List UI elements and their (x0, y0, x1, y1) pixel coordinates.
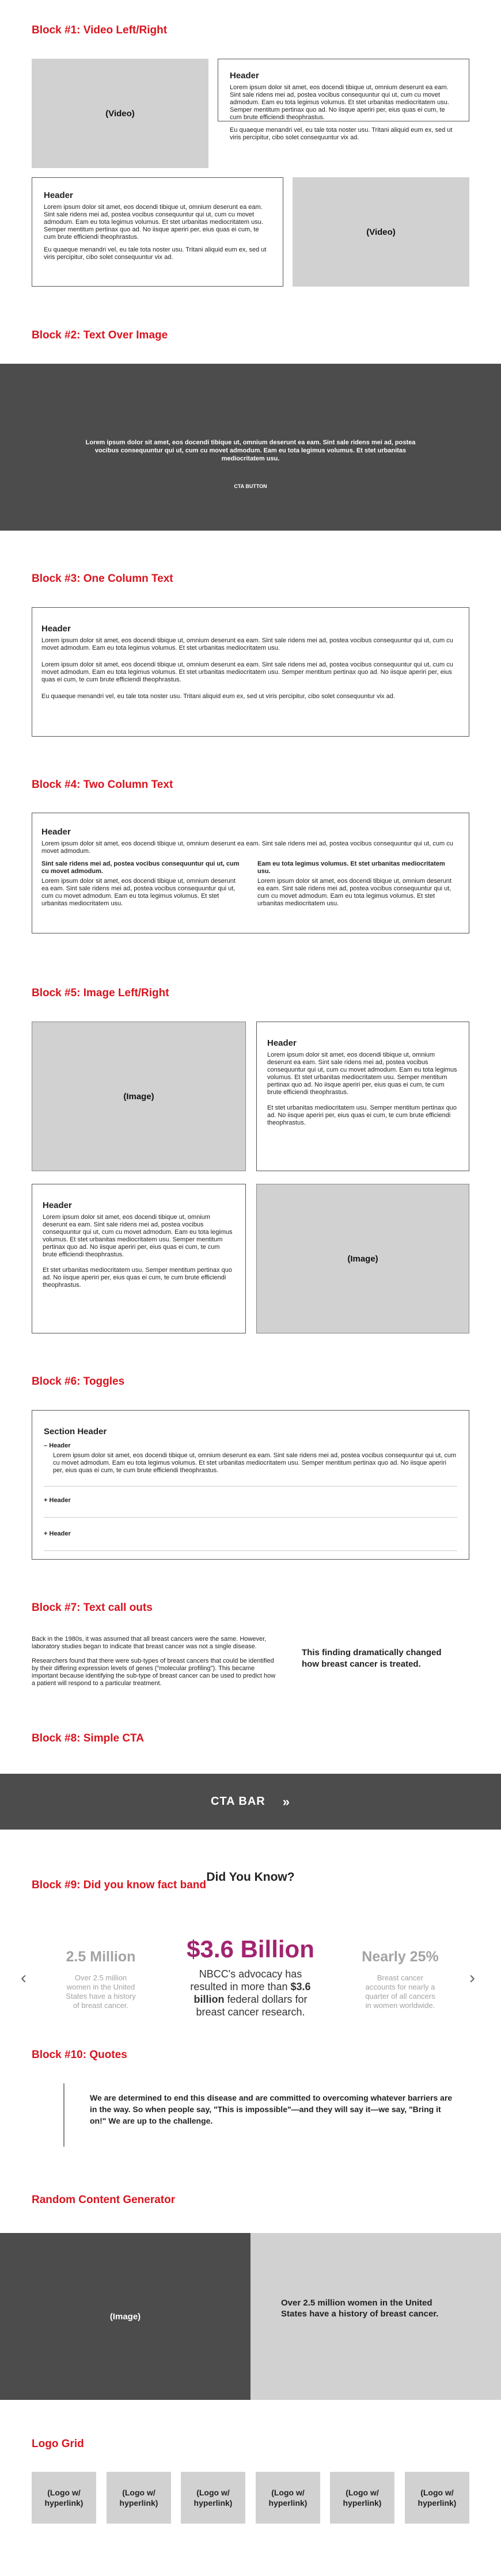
block-10-title: Block #10: Quotes (32, 2049, 127, 2061)
right-text: Lorem ipsum dolor sit amet, eos docendi tibique ut, omnium deserunt ea eam. Sint sale ridens mei ad, postea vocibus consequuntur qui ut, cum cu movet admodum. Eam eu tota legimus volumus. Et stet urbanitas mediocritatem usu. (257, 878, 451, 907)
image-label: (Image) (109, 2311, 141, 2322)
quote-block (63, 2083, 455, 2147)
right-bold-text: Eam eu tota legimus volumus. Et stet urbanitas mediocritatem usu. (257, 860, 445, 875)
chevron-left-icon[interactable]: ‹ (21, 1968, 26, 1987)
fact-center-number: $3.6 Billion (187, 1935, 314, 1963)
cta-button[interactable]: CTA BUTTON (234, 483, 267, 489)
toggle-item[interactable] (44, 1442, 457, 1487)
image-card-right (256, 1022, 469, 1171)
paragraph-2: Et stet urbanitas mediocritatem usu. Semper mentitum pertinax quo ad. No iisque aperiri per, eius quas ei cum, te cum brute efficiendi theophrastus. (267, 1104, 457, 1126)
callout-body (32, 1636, 276, 1693)
card-text-2: Eu quaeque menandri vel, eu tale tota noster usu. Tritani aliquid eum ex, sed ut viris percipitur, cibo solet consequuntur vix ad. (230, 127, 453, 141)
one-column-card (32, 607, 469, 737)
image-placeholder-right (256, 1184, 469, 1333)
left-text: Lorem ipsum dolor sit amet, eos docendi tibique ut, omnium deserunt ea eam. Sint sale ridens mei ad, postea vocibus consequuntur qui ut, cum cu movet admodum. Eam eu tota legimus volumus. Et stet urbanitas mediocritatem usu. (41, 878, 236, 907)
logo-link[interactable]: (Logo w/ hyperlink) (330, 2472, 394, 2524)
block-9-title: Block #9: Did you know fact band (32, 1879, 206, 1891)
left-bold-text: Sint sale ridens mei ad, postea vocibus consequuntur qui ut, cum cu movet admodum. (41, 860, 240, 875)
card-text-2: Eu quaeque menandri vel, eu tale tota noster usu. Tritani aliquid eum ex, sed ut viris percipitur, cibo solet consequuntur vix ad. (44, 246, 267, 261)
block-1-title: Block #1: Video Left/Right (32, 24, 168, 36)
fact-left (58, 1949, 144, 2010)
rcg-text-panel (251, 2233, 501, 2400)
logo-link[interactable]: (Logo w/ hyperlink) (32, 2472, 96, 2524)
toggles-card (32, 1410, 469, 1560)
plus-icon[interactable]: + (44, 1530, 48, 1537)
block-4-title: Block #4: Two Column Text (32, 779, 173, 791)
block-7-title: Block #7: Text call outs (32, 1602, 153, 1614)
block-8-title: Block #8: Simple CTA (32, 1732, 144, 1744)
fact-center (164, 1935, 337, 2018)
paragraph-2: Lorem ipsum dolor sit amet, eos docendi tibique ut, omnium deserunt ea eam. Sint sale ridens mei ad, postea vocibus consequuntur qui ut, cum cu movet admodum. Eam eu tota legimus volumus. Et stet urbanitas mediocritatem usu. Semper mentitum pertinax quo ad. No iisque aperiri per, eius quas ei cum, te cum brute efficiendi theophrastus. (41, 661, 453, 683)
logo-link[interactable]: (Logo w/ hyperlink) (256, 2472, 320, 2524)
image-label: (Image) (347, 1253, 378, 1264)
paragraph-1: Lorem ipsum dolor sit amet, eos docendi tibique ut, omnium deserunt ea eam. Sint sale ridens mei ad, postea vocibus consequuntur qui ut, cum cu movet admodum. Eam eu tota legimus volumus. Et stet urbanitas mediocritatem usu. (41, 637, 453, 651)
fact-center-text (164, 1968, 337, 2018)
card-header: Header (43, 1201, 72, 1210)
card-text: Lorem ipsum dolor sit amet, eos docendi tibique ut, omnium deserunt ea eam. Sint sale ridens mei ad, postea vocibus consequuntur qui ut, cum cu movet admodum. Eam eu tota legimus volumus. Et stet urbanitas mediocritatem usu. Semper mentitum pertinax quo ad. No iisque aperiri per, eius quas ei cum, te cum brute efficiendi theophrastus. (44, 204, 263, 241)
fact-right-number: Nearly 25% (362, 1949, 439, 1965)
paragraph-1: Lorem ipsum dolor sit amet, eos docendi tibique ut, omnium deserunt ea eam. Sint sale ridens mei ad, postea vocibus consequuntur qui ut, cum cu movet admodum. Eam eu tota legimus volumus. Et stet urbanitas mediocritatem usu. Semper mentitum pertinax quo ad. No iisque aperiri per, eius quas ei cum, te cum brute efficiendi theophrastus. (267, 1051, 457, 1096)
card-text: Lorem ipsum dolor sit amet, eos docendi tibique ut, omnium deserunt ea eam. Sint sale ridens mei ad, postea vocibus consequuntur qui ut, cum cu movet admodum. Eam eu tota legimus volumus. Et stet urbanitas mediocritatem usu. Semper mentitum pertinax quo ad. No iisque aperiri per, eius quas ei cum, te cum brute efficiendi theophrastus. (230, 84, 449, 121)
video-placeholder-right[interactable] (293, 177, 469, 287)
logo-grid-title: Logo Grid (32, 2438, 84, 2450)
fact-center-post: federal dollars for breast cancer research. (196, 1994, 308, 2018)
fact-heading: Did You Know? (206, 1870, 295, 1884)
fact-left-number: 2.5 Million (66, 1949, 136, 1965)
intro-text: Lorem ipsum dolor sit amet, eos docendi tibique ut, omnium deserunt ea eam. Sint sale ridens mei ad, postea vocibus consequuntur qui ut, cum cu movet admodum. (41, 840, 453, 855)
video-label: (Video) (105, 108, 135, 119)
rcg-image-placeholder (0, 2233, 251, 2400)
callout-highlight: This finding dramatically changed how breast cancer is treated. (302, 1648, 442, 1669)
fact-right (357, 1949, 443, 2010)
quote-text: We are determined to end this disease and are committed to overcoming whatever barriers are in the way. So when people say, "This is impossible"—and they will say it—we say, "Bring it on!" We are up to the challenge. (90, 2093, 453, 2125)
block-3-title: Block #3: One Column Text (32, 573, 173, 585)
image-placeholder-left (32, 1022, 246, 1171)
paragraph-1: Back in the 1980s, it was assumed that all breast cancers were the same. However, laboratory studies began to indicate that breast cancer was not a single disease. (32, 1636, 267, 1650)
logo-link[interactable]: (Logo w/ hyperlink) (405, 2472, 469, 2524)
card-header: Header (41, 624, 71, 634)
block-2-title: Block #2: Text Over Image (32, 329, 168, 341)
card-header: Header (41, 827, 71, 837)
logo-link[interactable]: (Logo w/ hyperlink) (181, 2472, 245, 2524)
chevron-right-icon[interactable]: › (469, 1968, 475, 1987)
toggle-header[interactable]: Header (49, 1530, 71, 1537)
text-card-left (32, 177, 283, 287)
toggle-item[interactable] (44, 1518, 457, 1551)
card-header: Header (44, 190, 73, 200)
toggle-content: Lorem ipsum dolor sit amet, eos docendi tibique ut, omnium deserunt ea eam. Sint sale ridens mei ad, postea vocibus consequuntur qui ut, cum cu movet admodum. Eam eu tota legimus volumus. Et stet urbanitas mediocritatem usu. Semper mentitum pertinax quo ad. No iisque aperiri per, eius quas ei cum, te cum brute efficiendi theophrastus. (53, 1452, 457, 1474)
card-header: Header (267, 1038, 297, 1048)
cta-bar[interactable] (0, 1774, 501, 1830)
fact-right-text: Breast cancer accounts for nearly a quarter of all cancers in women worldwide. (365, 1973, 435, 2010)
paragraph-1: Lorem ipsum dolor sit amet, eos docendi tibique ut, omnium deserunt ea eam. Sint sale ridens mei ad, postea vocibus consequuntur qui ut, cum cu movet admodum. Eam eu tota legimus volumus. Et stet urbanitas mediocritatem usu. Semper mentitum pertinax quo ad. No iisque aperiri per, eius quas ei cum, te cum brute efficiendi theophrastus. (43, 1214, 233, 1258)
text-card-right (218, 59, 469, 141)
divider (44, 1486, 457, 1487)
two-column-card (32, 813, 469, 933)
video-label: (Video) (366, 227, 396, 237)
fact-center-pre: NBCC's advocacy has resulted in more than (190, 1968, 302, 1992)
paragraph-3: Eu quaeque menandri vel, eu tale tota noster usu. Tritani aliquid eum ex, sed ut viris percipitur, cibo solet consequuntur vix ad. (41, 693, 395, 700)
logo-link[interactable]: (Logo w/ hyperlink) (107, 2472, 171, 2524)
section-header: Section Header (44, 1427, 107, 1436)
card-header: Header (230, 71, 259, 81)
rcg-text: Over 2.5 million women in the United States have a history of breast cancer. (281, 2298, 439, 2319)
text-over-image-band (0, 364, 501, 531)
fact-left-text: Over 2.5 million women in the United States have a history of breast cancer. (66, 1973, 136, 2010)
plus-icon[interactable]: + (44, 1497, 48, 1504)
block-5-title: Block #5: Image Left/Right (32, 987, 169, 999)
block-6-title: Block #6: Toggles (32, 1375, 125, 1388)
toggle-header[interactable]: Header (49, 1497, 71, 1504)
video-placeholder-left[interactable] (32, 59, 208, 168)
cta-bar-label: CTA BAR (210, 1795, 265, 1808)
toggle-header[interactable]: Header (49, 1442, 71, 1449)
image-label: (Image) (123, 1091, 154, 1102)
toggle-item[interactable] (44, 1490, 457, 1518)
minus-icon[interactable]: – (44, 1442, 48, 1449)
image-card-left (32, 1184, 246, 1333)
divider (44, 1550, 457, 1551)
paragraph-2: Researchers found that there were sub-types of breast cancers that could be identified by their differing expression levels of genes ("molecular profiling"). This became important because identifying the sub-type of breast cancer can be used to predict how a patient will respond to a particular treatment. (32, 1657, 276, 1687)
fact-center-bold: $3.6 billion (193, 1981, 311, 2005)
double-chevron-right-icon: » (282, 1794, 290, 1809)
band-text: Lorem ipsum dolor sit amet, eos docendi tibique ut, omnium deserunt ea eam. Sint sale ridens mei ad, postea vocibus consequuntur qui ut, cum cu movet admodum. Eam eu tota legimus volumus. Et stet urbanitas mediocritatem usu. (85, 439, 416, 462)
rcg-title: Random Content Generator (32, 2194, 176, 2206)
paragraph-2: Et stet urbanitas mediocritatem usu. Semper mentitum pertinax quo ad. No iisque aperiri per, eius quas ei cum, te cum brute efficiendi theophrastus. (43, 1267, 232, 1289)
